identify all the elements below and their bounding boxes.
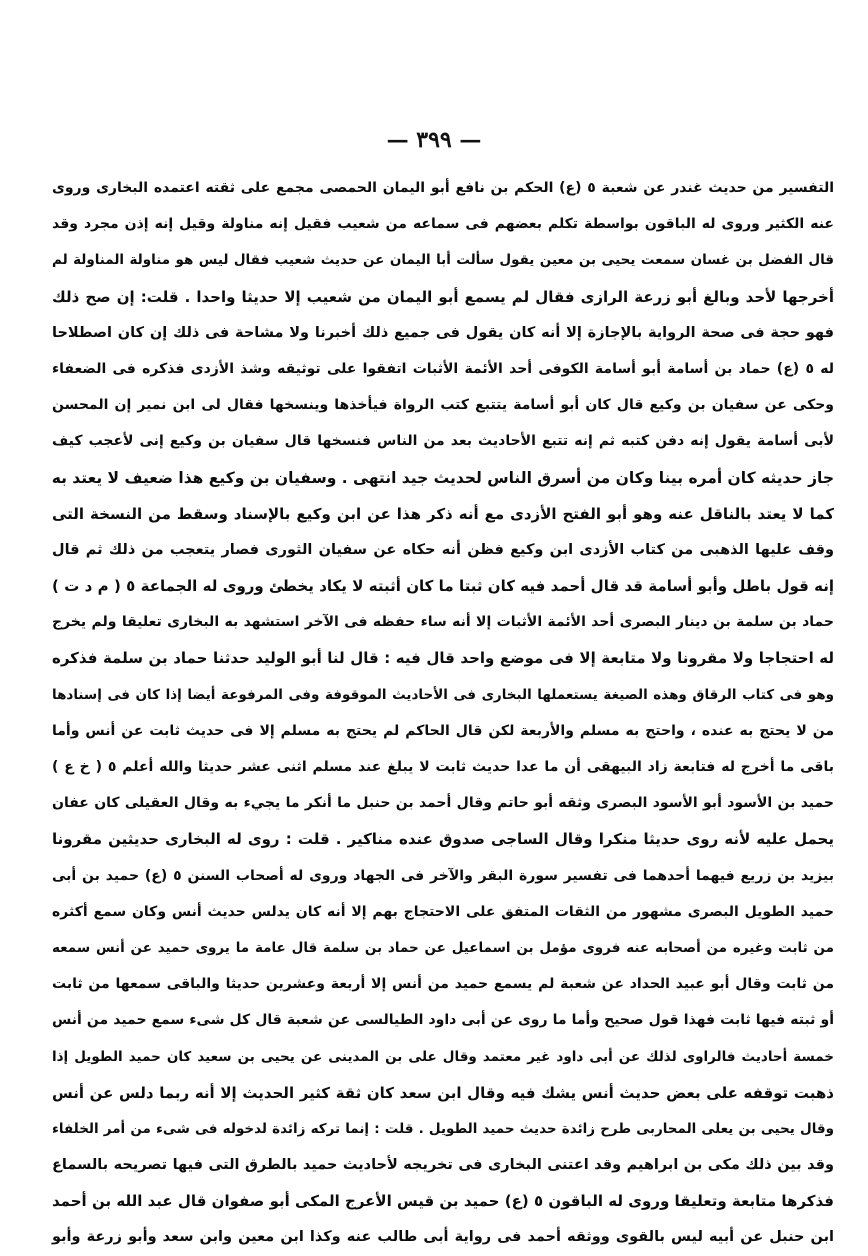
text-line: لأبى أسامة يقول إنه دفن كتبه ثم إنه تتبع الأحاديث بعد من الناس فنسخها قال سفيان بن وكيع إنى لأعجب كيف (52, 433, 834, 450)
text-line: جاز حديثه كان أمره بينا وكان من أسرق الناس لحديث جيد انتهى . وسفيان بن وكيع هذا ضعيف لا يعتد به (51, 468, 834, 487)
text-line: من ثابت وقال أبو عبيد الحداد عن شعبة لم يسمع حميد من أنس إلا أربعة وعشرين حديثا والباقى سمعها من ثابت (52, 976, 834, 993)
text-line: التفسير من حديث غندر عن شعبة ٥ (ع) الحكم بن نافع أبو اليمان الحمصى مجمع على ثقته اعتمده البخارى وروى (52, 180, 834, 196)
page-number: — ٣٩٩ — (386, 127, 482, 153)
text-line: وحكى عن سفيان بن وكيع قال كان أبو أسامة يتتبع كتب الرواة فيأخذها وينسخها فقال لى ابن نمير إن المحسن (52, 397, 834, 414)
text-line: وقف عليها الذهبى من كتاب الأزدى ابن وكيع فظن أنه حكاه عن سفيان الثورى فصار يتعجب من ذلك ثم قال (52, 541, 834, 558)
text-line: يحمل عليه لأنه روى حديثا منكرا وقال الساجى صدوق عنده مناكير . قلت : روى له البخارى حديثين مقرونا (52, 830, 834, 849)
text-line: حميد بن الأسود أبو الأسود البصرى وثقه أبو حاتم وقال أحمد بن حنبل ما أنكر ما يجيء به وقال العقيلى كان عفان (52, 795, 834, 812)
text-line: حميد الطويل البصرى مشهور من الثقات المتفق على الاحتجاج بهم إلا أنه كان يدلس حديث أنس وكان سمع أكثره (52, 903, 834, 920)
text-line: له ٥ (ع) حماد بن أسامة أبو أسامة الكوفى أحد الأئمة الأثبات اتفقوا على توثيقه وشذ الأزدى فذكره فى الضعفاء (52, 360, 834, 377)
text-line: قال الفضل بن غسان سمعت يحيى بن معين يقول سألت أبا اليمان عن حديث شعيب فقال ليس هو مناولة المناولة لم (52, 252, 834, 269)
text-line: وقد بين ذلك مكى بن ابراهيم وقد اعتنى البخارى فى تخريجه لأحاديث حميد بالطرق التى فيها تصريحه بالسماع (52, 1157, 834, 1174)
text-line: بيزيد بن زريع فيهما أحدهما فى تفسير سورة البقر والآخر فى الجهاد وروى له أصحاب السنن ٥ (ع) حميد بن أبى (52, 867, 834, 884)
text-line: ابن حنبل عن أبيه ليس بالقوى ووثقه أحمد فى رواية أبى طالب عنه وكذا ابن معين وابن سعد وأبو زرعة وأبو (52, 1229, 834, 1246)
text-line: حماد بن سلمة بن دينار البصرى أحد الأئمة الأثبات إلا أنه ساء حفظه فى الآخر استشهد به البخارى تعليقا ولم يخرج (52, 614, 834, 631)
text-line: فذكرها متابعة وتعليقا وروى له الباقون ٥ (ع) حميد بن قيس الأعرج المكى أبو صفوان قال عبد الله بن أحمد (52, 1192, 835, 1211)
text-line: له احتجاجا ولا مقرونا ولا متابعة إلا فى موضع واحد قال فيه : قال لنا أبو الوليد حدثنا حماد بن سلمة فذكره (52, 649, 834, 668)
text-line: إنه قول باطل وأبو أسامة قد قال أحمد فيه كان ثبتا ما كان أثبته لا يكاد يخطئ وروى له الجماعة ٥ ( م د ت ) (52, 577, 834, 596)
text-line: وقال يحيى بن يعلى المحاربى طرح زائدة حديث حميد الطويل . قلت : إنما تركه زائدة لدخوله فى شىء من أمر الخلفاء (52, 1120, 834, 1137)
body-text (52, 170, 834, 1256)
text-line: ذهبت توقفه على بعض حديث أنس يشك فيه وقال ابن سعد كان ثقة كثير الحديث إلا أنه ربما دلس عن أنس (52, 1083, 834, 1102)
text-line: من ثابت وغيره من أصحابه عنه فروى مؤمل بن اسماعيل عن حماد بن سلمة قال عامة ما يروى حميد عن أنس سمعه (52, 939, 834, 956)
text-line: فهو حجة فى صحة الرواية بالإجازة إلا أنه كان يقول فى جميع ذلك أخبرنا ولا مشاحة فى ذلك إن كان اصطلاحا (52, 324, 834, 341)
text-line: من لا يحتج به عنده ، واحتج به مسلم والأربعة لكن قال الحاكم لم يحتج به مسلم إلا فى حديث ثابت عن أنس وأما (52, 722, 834, 739)
text-line: عنه الكثير وروى له الباقون بواسطة تكلم بعضهم فى سماعه من شعيب فقيل إنه مناولة وقيل إنه إذن مجرد وقد (52, 216, 834, 233)
text-line: خمسة أحاديث فالراوى لذلك عن أبى داود غير معتمد وقال على بن المدينى عن يحيى بن سعيد كان حميد الطويل إذا (52, 1048, 834, 1065)
text-line: باقى ما أخرج له فتابعة زاد البيهقى أن ما عدا حديث ثابت لا يبلغ عند مسلم اثنى عشر حديثا والله أعلم ٥ ( خ ع ) (52, 759, 834, 775)
text-line: أخرجها لأحد وبالغ أبو زرعة الرازى فقال لم يسمع أبو اليمان من شعيب إلا حديثا واحدا . قلت: إن صح ذلك (52, 287, 834, 306)
text-line: كما لا يعتد بالناقل عنه وهو أبو الفتح الأزدى مع أنه ذكر هذا عن ابن وكيع بالإسناد وسقط من النسخة التى (52, 504, 834, 523)
text-line: وهو فى كتاب الرقاق وهذه الصيغة يستعملها البخارى فى الأحاديث الموقوفة وفى المرفوعة أيضا إذا كان فى إسنادها (52, 686, 834, 703)
text-line: أو ثبته فيها ثابت فهذا قول صحيح وأما ما روى عن أبى داود الطيالسى عن شعبة قال كل شىء سمع حميد من أنس (52, 1012, 834, 1029)
